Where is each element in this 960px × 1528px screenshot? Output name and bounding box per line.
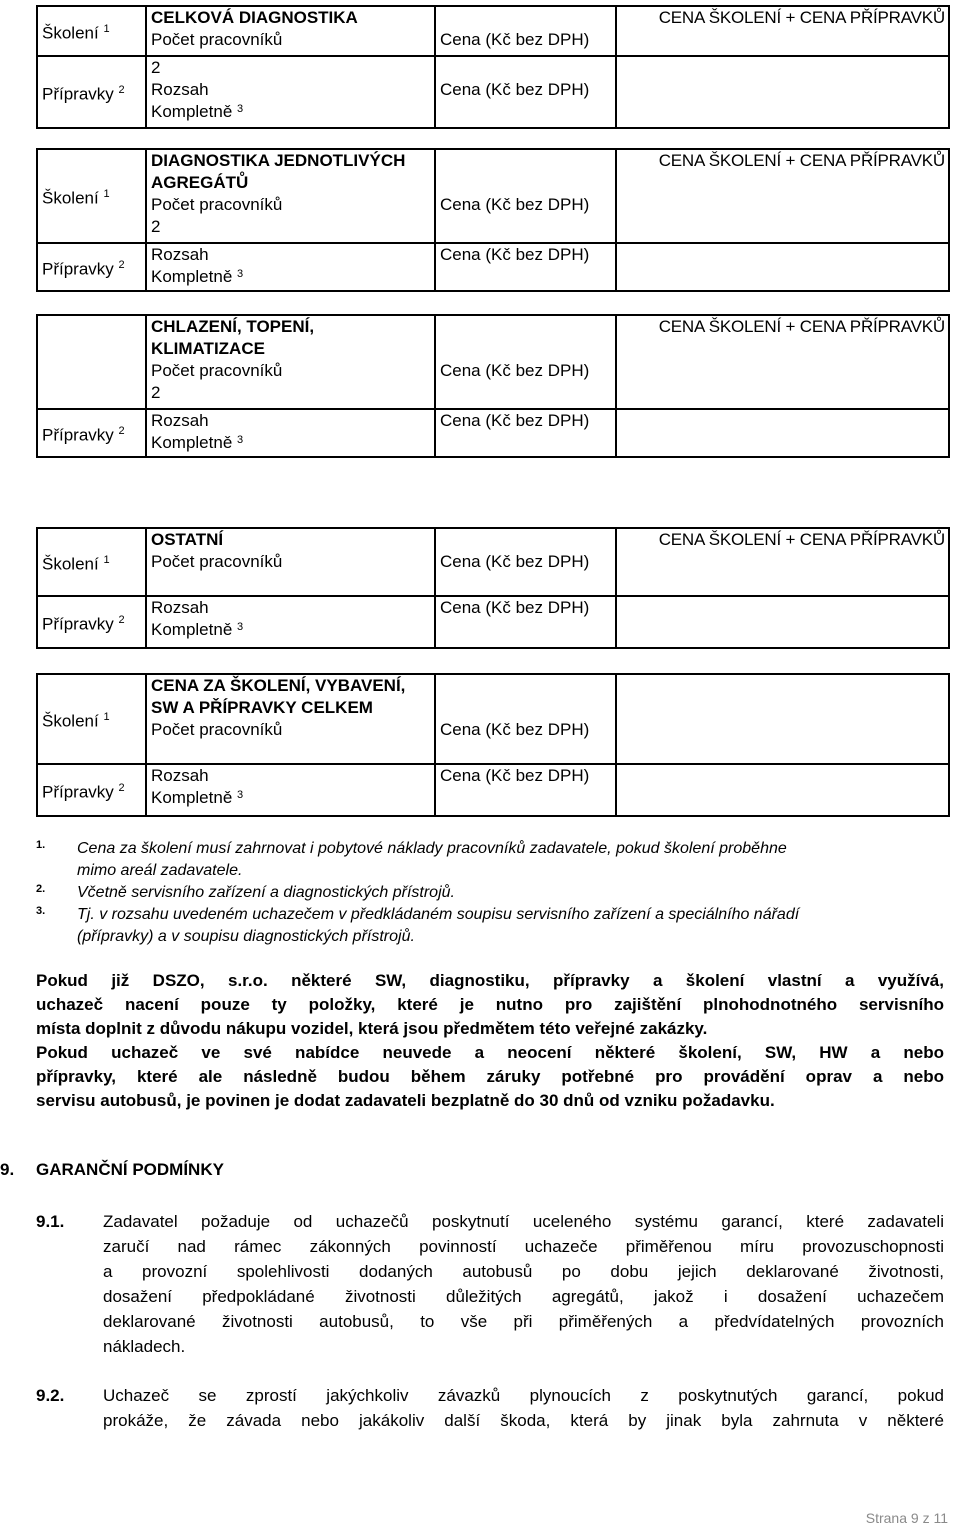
- footnote-2: 2. Včetně servisního zařízení a diagnostických přístrojů.: [36, 883, 455, 901]
- section-title: CENA ZA ŠKOLENÍ, VYBAVENÍ, SW A PŘÍPRAVKY CELKEM Počet pracovníků: [146, 674, 435, 764]
- label-pripravky: Přípravky $^2$: [37, 596, 146, 648]
- price-cell: Cena (Kč bez DPH): [435, 56, 616, 128]
- price-cell: Cena (Kč bez DPH): [435, 674, 616, 764]
- header-total-price: CENA ŠKOLENÍ + CENA PŘÍPRAVKŮ: [616, 6, 949, 56]
- price-table-ostatni: [36, 527, 950, 649]
- empty-cell: [616, 56, 949, 128]
- section-title: DIAGNOSTIKA JEDNOTLIVÝCH AGREGÁTŮ Počet pracovníků 2: [146, 149, 435, 243]
- scope-cell: Rozsah Kompletně $^3$: [146, 596, 435, 648]
- price-cell: Cena (Kč bez DPH): [435, 764, 616, 816]
- label-skoleni: Školení $^1$: [37, 528, 146, 596]
- header-total-price: CENA ŠKOLENÍ + CENA PŘÍPRAVKŮ: [616, 149, 949, 243]
- empty-cell: [616, 409, 949, 457]
- price-table-celkova-diagnostika: [36, 5, 950, 129]
- section-title: CHLAZENÍ, TOPENÍ, KLIMATIZACE Počet pracovníků 2: [146, 315, 435, 409]
- paragraph-existing-equipment: Pokud již DSZO, s.r.o. některé SW, diagnostiku, přípravky a školení vlastní a využívá, uchazeč nacení pouze ty položky, které je nutno pro zajištění plnohodnotného servisního místa doplnit z důvodu nákupu vozidel, která jsou předmětem této veřejné zakázky.: [36, 971, 944, 1038]
- document-page: Školení $^1$ CELKOVÁ DIAGNOSTIKA Počet pracovníků Cena (Kč bez DPH) CENA ŠKOLENÍ + CENA PŘÍPRAVKŮ Přípravky $^2$ 2 Rozsah Kompletně $^3$ Cena (Kč bez DPH) Školení $^1$ DIAGNOSTIKA JEDNOTLIVÝCH AGREGÁTŮ Počet pracovníků 2 Cena (Kč bez DPH) CENA ŠKOLENÍ + CENA PŘÍPRAVKŮ Přípravky $^2$ Rozsah Kompletně $^3$ Cena (Kč bez DPH) CHLAZENÍ, TOPENÍ, KLIMATIZACE Počet pracovníků 2 Cena (Kč bez DPH) CENA ŠKOLENÍ + CENA PŘÍPRAVKŮ Přípravky $^2$ Rozsah Kompletně $^3$ Cena (Kč bez DPH) Školení $^1$ OSTATNÍ Počet pracovníků Cena (Kč bez DPH) CENA ŠKOLENÍ + CENA PŘÍPRAVKŮ Přípravky $^2$ Rozsah Kompletně $^3$ Cena (Kč bez DPH) Školení $^1$ CENA ZA ŠKOLENÍ, VYBAVENÍ, SW A PŘÍPRAVKY CELKEM Počet pracovníků Cena (Kč bez DPH) Přípravky $^2$ Rozsah Kompletně $^3$ Cena (Kč bez DPH) 1. Cena za školení musí zahrnovat i pobytové náklady pracovníků zadavatele, pokud školení proběhne mimo areál zadavatele. 2. Včetně servisního zařízení a diagnostických přístrojů. 3. Tj. v rozsahu uvedeném uchazečem v předkládaném soupisu servisního zařízení a speciálního nářadí (přípravky) a v soupisu diagnostických přístrojů. Pokud již DSZO, s.r.o. některé SW, diagnostiku, přípravky a školení vlastní a využívá, uchazeč nacení pouze ty položky, které je nutno pro zajištění plnohodnotného servisního místa doplnit z důvodu nákupu vozidel, která jsou předmětem této veřejné zakázky. Pokud uchazeč ve své nabídce neuvede a neocení některé školení, SW, HW a nebo přípravky, které ale následně budou během záruky potřebné pro provádění oprav a nebo servisu autobusů, je povinen je dodat zadavateli bezplatně do 30 dnů od vzniku požadavku. 9. GARANČNÍ PODMÍNKY 9.1. Zadavatel požaduje od uchazečů poskytnutí uceleného systému garancí, které zadavateli zaručí nad rámec zákonných povinností uchazeče přiměřenou míru provozuschopnosti a provozní spolehlivosti dodaných autobusů po dobu jejich deklarované životnosti, dosažení předpokládané životnosti důležitých agregátů, jakož i dosažení uchazečem deklarované životnosti autobusů, to vše při přiměřených a předvídatelných provozních nákladech. 9.2. Uchazeč se zprostí jakýchkoliv závazků plynoucích z poskytnutých garancí, pokud prokáže, že závada nebo jakákoliv další škoda, která by jinak byla zahrnuta v některé Strana 9 z 11: [0, 0, 960, 1528]
- header-total-price: CENA ŠKOLENÍ + CENA PŘÍPRAVKŮ: [616, 315, 949, 409]
- label-pripravky: Přípravky $^2$: [37, 409, 146, 457]
- empty-cell: [616, 596, 949, 648]
- price-cell: Cena (Kč bez DPH): [435, 243, 616, 291]
- price-cell: Cena (Kč bez DPH): [435, 149, 616, 243]
- price-cell: Cena (Kč bez DPH): [435, 596, 616, 648]
- scope-cell: Rozsah Kompletně $^3$: [146, 243, 435, 291]
- clause-9-1: 9.1. Zadavatel požaduje od uchazečů poskytnutí uceleného systému garancí, které zadavateli zaručí nad rámec zákonných povinností uchazeče přiměřenou míru provozuschopnosti a provozní spolehlivosti dodaných autobusů po dobu jejich deklarované životnosti, dosažení předpokládané životnosti důležitých agregátů, jakož i dosažení uchazečem deklarované životnosti autobusů, to vše při přiměřených a předvídatelných provozních nákladech.: [36, 1212, 944, 1356]
- label-pripravky: Přípravky $^2$: [37, 243, 146, 291]
- empty-cell: [616, 674, 949, 764]
- paragraph-missing-items: Pokud uchazeč ve své nabídce neuvede a neocení některé školení, SW, HW a nebo přípravky, které ale následně budou během záruky potřebné pro provádění oprav a nebo servisu autobusů, je povinen je dodat zadavateli bezplatně do 30 dnů od vzniku požadavku.: [36, 1043, 944, 1110]
- empty-cell: [616, 243, 949, 291]
- empty-cell: [37, 315, 146, 409]
- page-number: Strana 9 z 11: [865, 1510, 948, 1526]
- footnote-1: 1. Cena za školení musí zahrnovat i pobytové náklady pracovníků zadavatele, pokud školení proběhne mimo areál zadavatele.: [36, 839, 787, 879]
- price-table-celkem: [36, 673, 950, 817]
- footnote-3: 3. Tj. v rozsahu uvedeném uchazečem v předkládaném soupisu servisního zařízení a speciálního nářadí (přípravky) a v soupisu diagnostických přístrojů.: [36, 905, 800, 945]
- section-title: CELKOVÁ DIAGNOSTIKA Počet pracovníků: [146, 6, 435, 56]
- empty-cell: [616, 764, 949, 816]
- price-cell: Cena (Kč bez DPH): [435, 528, 616, 596]
- label-skoleni: Školení $^1$: [37, 674, 146, 764]
- label-skoleni: Školení $^1$: [37, 149, 146, 243]
- section-title: OSTATNÍ Počet pracovníků: [146, 528, 435, 596]
- price-cell: Cena (Kč bez DPH): [435, 315, 616, 409]
- price-cell: Cena (Kč bez DPH): [435, 409, 616, 457]
- scope-cell: Rozsah Kompletně $^3$: [146, 409, 435, 457]
- price-cell: Cena (Kč bez DPH): [435, 6, 616, 56]
- scope-cell: 2 Rozsah Kompletně $^3$: [146, 56, 435, 128]
- clause-9-2: 9.2. Uchazeč se zprostí jakýchkoliv závazků plynoucích z poskytnutých garancí, pokud prokáže, že závada nebo jakákoliv další škoda, která by jinak byla zahrnuta v některé: [36, 1386, 944, 1430]
- scope-cell: Rozsah Kompletně $^3$: [146, 764, 435, 816]
- price-table-chlazeni: [36, 314, 950, 458]
- price-table-diagnostika-agregatu: [36, 148, 950, 292]
- label-pripravky: Přípravky $^2$: [37, 56, 146, 128]
- header-total-price: CENA ŠKOLENÍ + CENA PŘÍPRAVKŮ: [616, 528, 949, 596]
- label-skoleni: Školení $^1$: [37, 6, 146, 56]
- label-pripravky: Přípravky $^2$: [37, 764, 146, 816]
